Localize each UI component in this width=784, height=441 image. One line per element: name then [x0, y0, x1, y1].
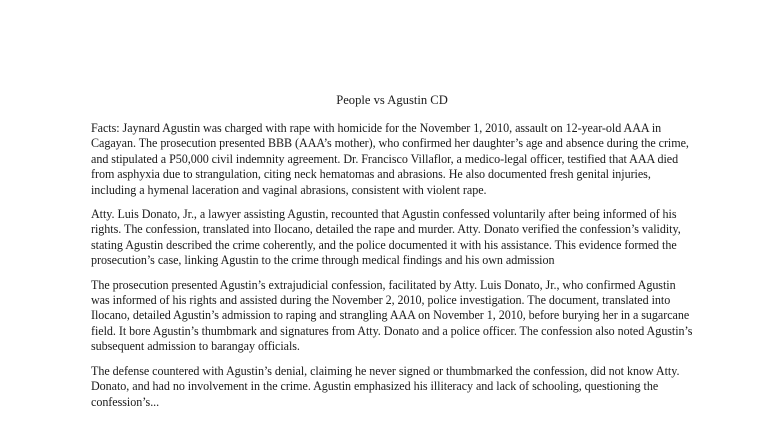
paragraph-facts: Facts: Jaynard Agustin was charged with rape with homicide for the November 1, 2010, assault on 12-year-old AAA in Cagayan. The prosecution presented BBB (AAA’s mother), who confirmed her daughter’s age and absence during the crime, and stipulated a P50,000 civil indemnity agreement. Dr. Francisco Villaflor, a medico-legal officer, testified that AAA died from asphyxia due to strangulation, citing neck hematomas and abrasions. He also documented fresh genital injuries, including a hymenal laceration and vaginal abrasions, consistent with violent rape. [91, 121, 689, 197]
paragraph-extrajudicial-confession: The prosecution presented Agustin’s extrajudicial confession, facilitated by Atty. Luis Donato, Jr., who confirmed Agustin was informed of his rights and assisted during the November 2, 2010, police investigation. The document, translated into Ilocano, detailed Agustin’s admission to raping and strangling AAA on November 1, 2010, before burying her in a sugarcane field. It bore Agustin’s thumbmark and signatures from Atty. Donato and a police officer. The confession also noted Agustin’s subsequent admission to barangay officials. [91, 277, 693, 354]
document-title: People vs Agustin CD [336, 93, 448, 107]
document-body [91, 121, 697, 419]
paragraph-confession-testimony: Atty. Luis Donato, Jr., a lawyer assisting Agustin, recounted that Agustin confessed voluntarily after being informed of his rights. The confession, translated into Ilocano, detailed the rape and murder. Atty. Donato verified the confession’s validity, stating Agustin described the crime coherently, and the police documented it with his assistance. This evidence formed the prosecution’s case, linking Agustin to the crime through medical findings and his own admission [91, 207, 681, 268]
paragraph-defense: The defense countered with Agustin’s denial, claiming he never signed or thumbmarked the confession, did not know Atty. Donato, and had no involvement in the crime. Agustin emphasized his illiteracy and lack of schooling, questioning the confession’s... [91, 363, 680, 409]
